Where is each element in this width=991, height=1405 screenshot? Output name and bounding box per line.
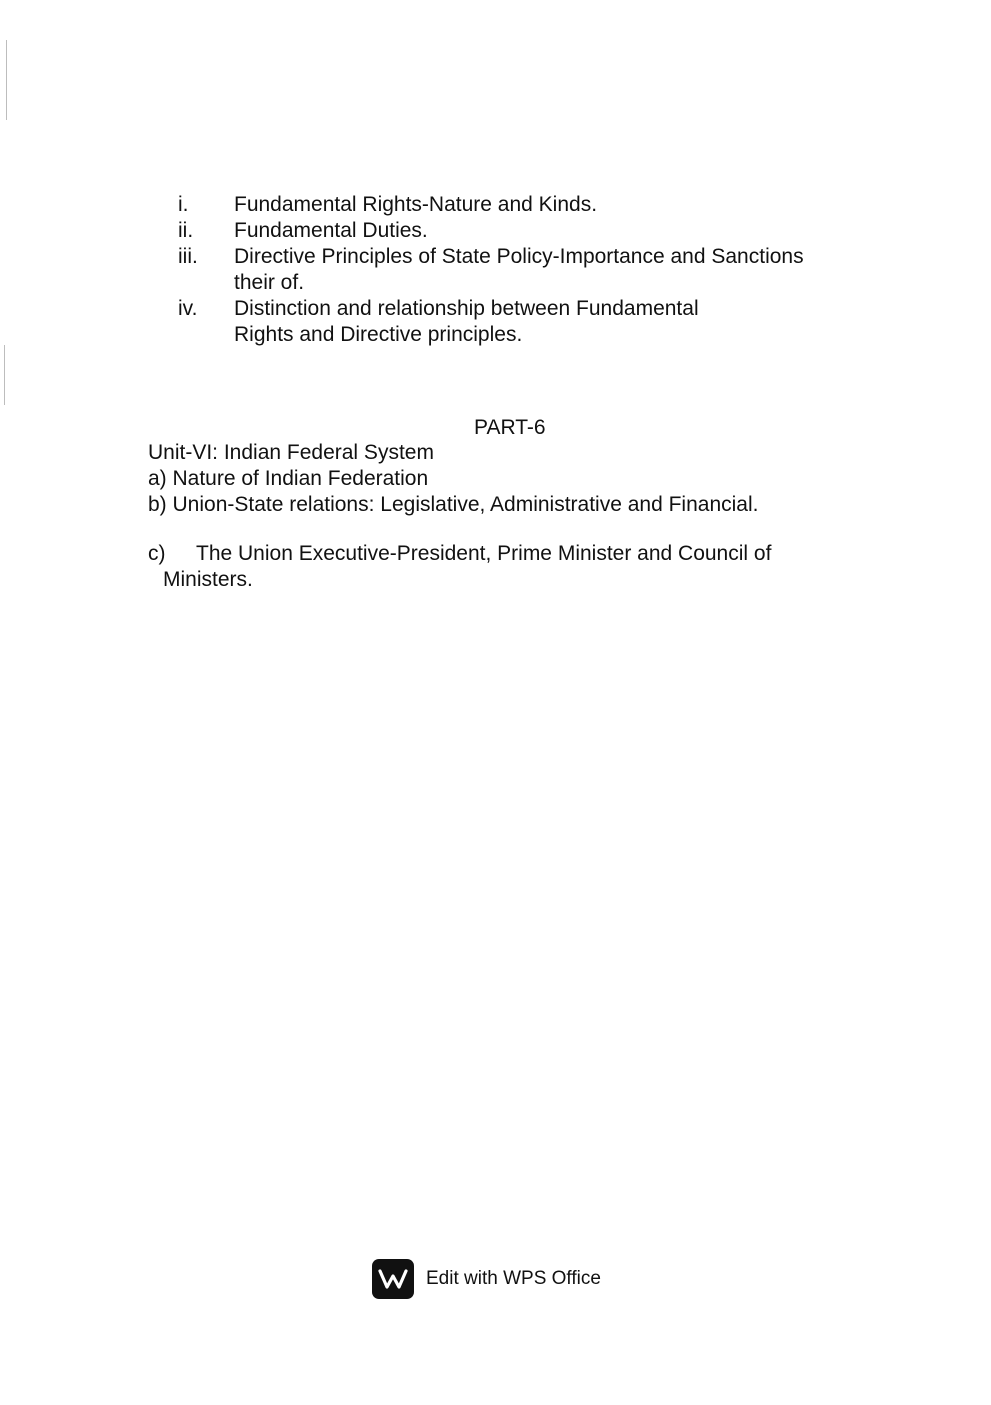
part-heading: PART-6 [474, 416, 546, 439]
scan-mark [6, 40, 7, 120]
list-item [178, 244, 858, 296]
list-item [178, 218, 858, 244]
unit-section [148, 440, 868, 518]
wps-edit-button[interactable] [372, 1259, 601, 1299]
list-item [178, 192, 858, 218]
unit-item-c-label: c) [148, 542, 166, 565]
list-number: iii. [178, 245, 198, 268]
list-number: i. [178, 193, 189, 216]
list-text-line: their of. [234, 271, 305, 294]
list-number: ii. [178, 219, 194, 242]
list-text: Fundamental Rights-Nature and Kinds. [234, 193, 598, 216]
list-text-line: Rights and Directive principles. [234, 323, 523, 346]
list-text: Fundamental Duties. [234, 219, 428, 242]
wps-logo-icon [372, 1259, 414, 1299]
list-item [178, 296, 858, 348]
list-text [234, 244, 858, 296]
unit-item-c-text: The Union Executive-President, Prime Minister and Council of [196, 542, 772, 565]
list-text-line: Directive Principles of State Policy-Importance and Sanctions [234, 245, 804, 268]
unit-item-c [148, 541, 868, 593]
wps-edit-label: Edit with WPS Office [426, 1268, 601, 1289]
list-number: iv. [178, 297, 198, 320]
list-text-line: Distinction and relationship between Fundamental [234, 297, 699, 320]
unit-item-b: b) Union-State relations: Legislative, Administrative and Financial. [148, 493, 759, 516]
scan-mark [4, 345, 5, 405]
topics-list [178, 192, 858, 348]
unit-item-c-continuation: Ministers. [163, 568, 253, 591]
unit-title: Unit-VI: Indian Federal System [148, 441, 434, 464]
unit-item-a: a) Nature of Indian Federation [148, 467, 429, 490]
list-text [234, 296, 858, 348]
